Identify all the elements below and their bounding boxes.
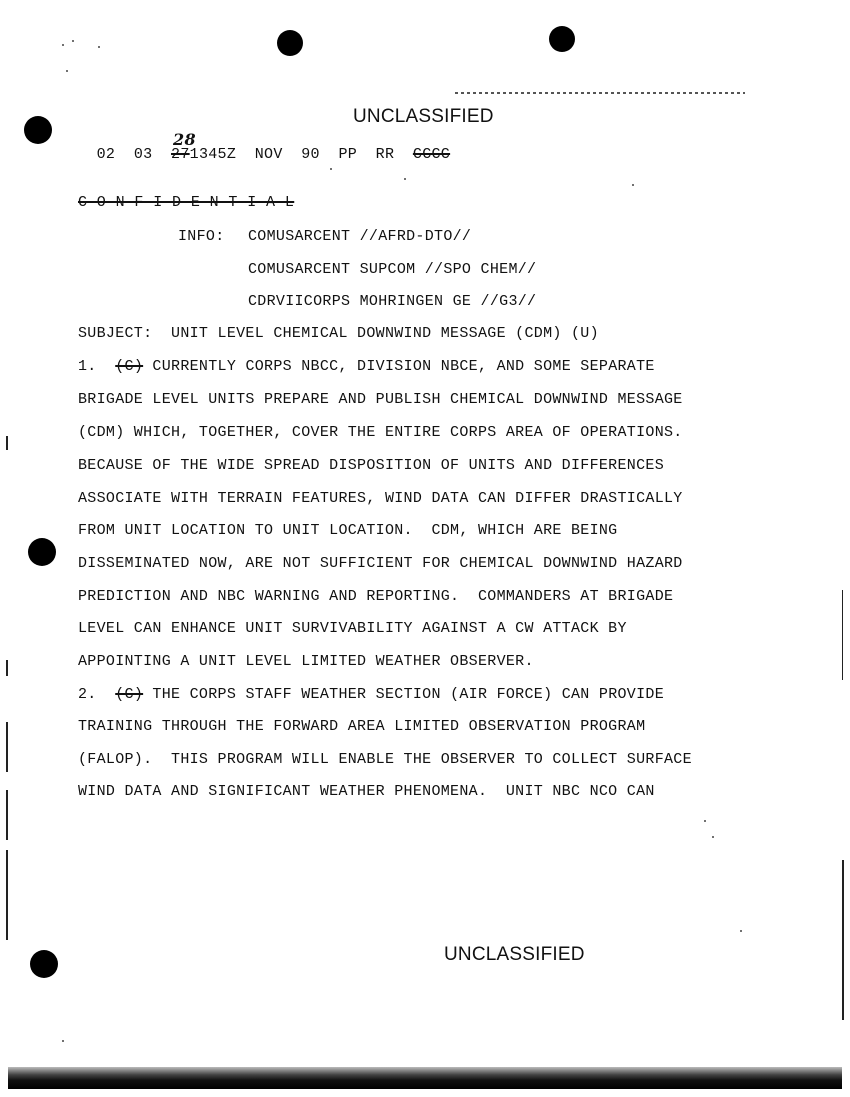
para2-text: THE CORPS STAFF WEATHER SECTION (AIR FORCE) CAN PROVIDE bbox=[143, 686, 665, 703]
para2-line: (FALOP). THIS PROGRAM WILL ENABLE THE OBSERVER TO COLLECT SURFACE bbox=[78, 751, 692, 768]
para1-number: 1. bbox=[78, 358, 116, 375]
para2-number: 2. bbox=[78, 686, 116, 703]
para1-line: DISSEMINATED NOW, ARE NOT SUFFICIENT FOR CHEMICAL DOWNWIND HAZARD bbox=[78, 555, 683, 572]
dtg-struck-code: CCCC bbox=[412, 146, 451, 163]
punch-hole bbox=[549, 26, 575, 52]
para1-line: (CDM) WHICH, TOGETHER, COVER THE ENTIRE CORPS AREA OF OPERATIONS. bbox=[78, 424, 683, 441]
para1-line: APPOINTING A UNIT LEVEL LIMITED WEATHER OBSERVER. bbox=[78, 653, 534, 670]
edge-mark bbox=[6, 790, 8, 840]
edge-mark bbox=[842, 860, 844, 1020]
para1-line: ASSOCIATE WITH TERRAIN FEATURES, WIND DATA CAN DIFFER DRASTICALLY bbox=[78, 490, 683, 507]
edge-mark bbox=[842, 590, 843, 680]
scan-speck bbox=[62, 1040, 64, 1042]
para1-line: PREDICTION AND NBC WARNING AND REPORTING. COMMANDERS AT BRIGADE bbox=[78, 588, 674, 605]
dtg-prefix: 02 03 bbox=[96, 146, 172, 163]
scan-speck bbox=[72, 40, 74, 42]
para1-line bbox=[78, 358, 655, 375]
info-recipient: CDRVIICORPS MOHRINGEN GE //G3// bbox=[248, 293, 537, 310]
info-label: INFO: bbox=[178, 228, 225, 245]
scan-speck bbox=[740, 930, 742, 932]
punch-hole bbox=[28, 538, 56, 566]
scan-speck bbox=[330, 168, 332, 170]
scan-speck bbox=[66, 70, 68, 72]
edge-mark bbox=[6, 436, 8, 450]
para1-text: CURRENTLY CORPS NBCC, DIVISION NBCE, AND SOME SEPARATE bbox=[143, 358, 655, 375]
classification-bottom: UNCLASSIFIED bbox=[444, 944, 585, 965]
info-recipient: COMUSARCENT SUPCOM //SPO CHEM// bbox=[248, 261, 537, 278]
edge-mark bbox=[6, 722, 8, 772]
para1-line: LEVEL CAN ENHANCE UNIT SURVIVABILITY AGAINST A CW ATTACK BY bbox=[78, 620, 627, 637]
edge-mark bbox=[6, 850, 8, 940]
dtg-handwritten-day: 28 bbox=[173, 130, 196, 149]
para1-struck-mark: (C) bbox=[115, 358, 144, 375]
para2-line bbox=[78, 686, 664, 703]
punch-hole bbox=[277, 30, 303, 56]
dtg-time: 1345Z NOV 90 PP RR bbox=[189, 146, 413, 163]
scan-speck bbox=[704, 820, 706, 822]
edge-mark bbox=[6, 660, 8, 676]
scan-speck bbox=[632, 184, 634, 186]
scan-speck bbox=[404, 178, 406, 180]
scan-rule bbox=[455, 92, 745, 94]
dtg-line bbox=[78, 129, 450, 163]
classification-top: UNCLASSIFIED bbox=[353, 106, 494, 127]
dtg-day-correction bbox=[171, 130, 196, 163]
scan-speck bbox=[712, 836, 714, 838]
para2-struck-mark: (C) bbox=[115, 686, 144, 703]
struck-classification: C O N F I D E N T I A L bbox=[78, 194, 295, 211]
scan-edge-strip bbox=[8, 1067, 842, 1089]
para1-line: BECAUSE OF THE WIDE SPREAD DISPOSITION OF UNITS AND DIFFERENCES bbox=[78, 457, 664, 474]
punch-hole bbox=[30, 950, 58, 978]
scan-speck bbox=[98, 46, 100, 48]
subject-line: SUBJECT: UNIT LEVEL CHEMICAL DOWNWIND MESSAGE (CDM) (U) bbox=[78, 325, 599, 342]
para2-line: TRAINING THROUGH THE FORWARD AREA LIMITED OBSERVATION PROGRAM bbox=[78, 718, 646, 735]
punch-hole bbox=[24, 116, 52, 144]
scan-speck bbox=[62, 44, 64, 46]
info-recipient: COMUSARCENT //AFRD-DTO// bbox=[248, 228, 472, 245]
para1-line: FROM UNIT LOCATION TO UNIT LOCATION. CDM, WHICH ARE BEING bbox=[78, 522, 618, 539]
para1-line: BRIGADE LEVEL UNITS PREPARE AND PUBLISH CHEMICAL DOWNWIND MESSAGE bbox=[78, 391, 683, 408]
dtg-struck-day: 27 bbox=[171, 146, 190, 163]
para2-line: WIND DATA AND SIGNIFICANT WEATHER PHENOMENA. UNIT NBC NCO CAN bbox=[78, 783, 655, 800]
